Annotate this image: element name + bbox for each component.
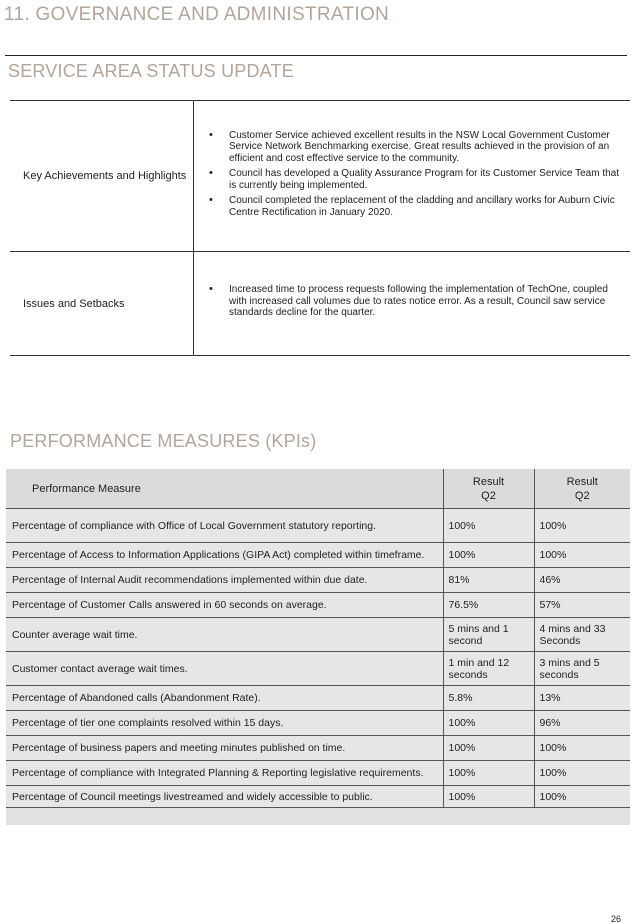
kpi-row — [6, 711, 630, 736]
status-row-label: Issues and Setbacks — [10, 252, 194, 356]
status-row-achievements — [10, 101, 630, 252]
kpi-value-1: 100% — [443, 736, 534, 761]
kpi-value-1: 100% — [443, 761, 534, 786]
header-result-2 — [534, 469, 630, 509]
kpi-value-2: 100% — [534, 509, 630, 543]
service-area-title: SERVICE AREA STATUS UPDATE — [8, 61, 294, 81]
service-status-table — [10, 100, 630, 356]
kpi-table — [6, 469, 630, 808]
header-measure: Performance Measure — [6, 469, 443, 509]
kpi-row — [6, 761, 630, 786]
kpi-row — [6, 568, 630, 593]
kpi-measure: Percentage of compliance with Office of Local Government statutory reporting. — [6, 509, 443, 543]
status-row-content — [194, 101, 631, 252]
kpi-value-2: 57% — [534, 593, 630, 618]
kpi-value-2: 4 mins and 33 Seconds — [534, 618, 630, 652]
status-row-content — [194, 252, 631, 356]
status-row-issues — [10, 252, 630, 356]
kpi-value-1: 100% — [443, 711, 534, 736]
section-heading: 11. GOVERNANCE AND ADMINISTRATION — [4, 4, 390, 25]
kpi-value-2: 3 mins and 5 seconds — [534, 652, 630, 686]
header-result-label: Result — [566, 475, 598, 488]
issues-list — [194, 284, 630, 319]
kpi-value-2: 100% — [534, 543, 630, 568]
header-quarter-label: Q2 — [481, 489, 496, 502]
bullet-item: • Council has developed a Quality Assurance Program for its Customer Service Team that is currently being implemented. — [229, 168, 624, 191]
heading-divider — [5, 55, 627, 56]
header-quarter-label: Q2 — [574, 489, 590, 502]
kpi-value-1: 76.5% — [443, 593, 534, 618]
kpi-measure: Percentage of Council meetings livestreamed and widely accessible to public. — [6, 786, 443, 808]
kpi-measure: Counter average wait time. — [6, 618, 443, 652]
kpi-measure: Percentage of compliance with Integrated Planning & Reporting legislative requirements. — [6, 761, 443, 786]
kpi-value-2: 96% — [534, 711, 630, 736]
kpi-measure: Customer contact average wait times. — [6, 652, 443, 686]
kpi-row — [6, 618, 630, 652]
header-result-1 — [443, 469, 534, 509]
kpi-measure: Percentage of Abandoned calls (Abandonment Rate). — [6, 686, 443, 711]
kpi-value-2: 100% — [534, 786, 630, 808]
kpi-value-1: 100% — [443, 509, 534, 543]
kpi-measure: Percentage of Access to Information Applications (GIPA Act) completed within timeframe. — [6, 543, 443, 568]
kpi-row — [6, 652, 630, 686]
kpi-header-row — [6, 469, 630, 509]
kpi-value-2: 46% — [534, 568, 630, 593]
kpi-measure: Percentage of business papers and meeting minutes published on time. — [6, 736, 443, 761]
bullet-item: • Council completed the replacement of the cladding and ancillary works for Auburn Civic Centre Rectification in January 2020. — [229, 195, 624, 218]
kpi-row — [6, 686, 630, 711]
status-row-label: Key Achievements and Highlights — [10, 101, 194, 252]
kpi-value-1: 81% — [443, 568, 534, 593]
kpi-measure: Percentage of tier one complaints resolved within 15 days. — [6, 711, 443, 736]
kpi-value-2: 13% — [534, 686, 630, 711]
bullet-item: • Increased time to process requests following the implementation of TechOne, coupled with increased call volumes due to rates notice error. As a result, Council saw service standards decline for the quarter. — [229, 284, 624, 319]
kpi-table-footer — [6, 808, 630, 825]
achievements-list — [194, 130, 630, 219]
kpi-measure: Percentage of Internal Audit recommendations implemented within due date. — [6, 568, 443, 593]
kpi-value-1: 100% — [443, 543, 534, 568]
kpi-value-2: 100% — [534, 761, 630, 786]
kpi-value-1: 100% — [443, 786, 534, 808]
kpi-row — [6, 786, 630, 808]
kpi-row — [6, 509, 630, 543]
page-number: 26 — [610, 914, 621, 924]
header-result-label: Result — [472, 475, 505, 488]
kpi-row — [6, 593, 630, 618]
kpi-value-1: 1 min and 12 seconds — [443, 652, 534, 686]
kpi-measure: Percentage of Customer Calls answered in 60 seconds on average. — [6, 593, 443, 618]
kpi-row — [6, 543, 630, 568]
kpi-title: PERFORMANCE MEASURES (KPIs) — [10, 431, 317, 451]
kpi-value-2: 100% — [534, 736, 630, 761]
kpi-row — [6, 736, 630, 761]
kpi-value-1: 5 mins and 1 second — [443, 618, 534, 652]
bullet-item: • Customer Service achieved excellent results in the NSW Local Government Customer Service Network Benchmarking exercise. Great results achieved in the provision of an efficient and cost effective service to the community. — [229, 130, 624, 165]
kpi-value-1: 5.8% — [443, 686, 534, 711]
kpi-table-container — [6, 469, 630, 825]
